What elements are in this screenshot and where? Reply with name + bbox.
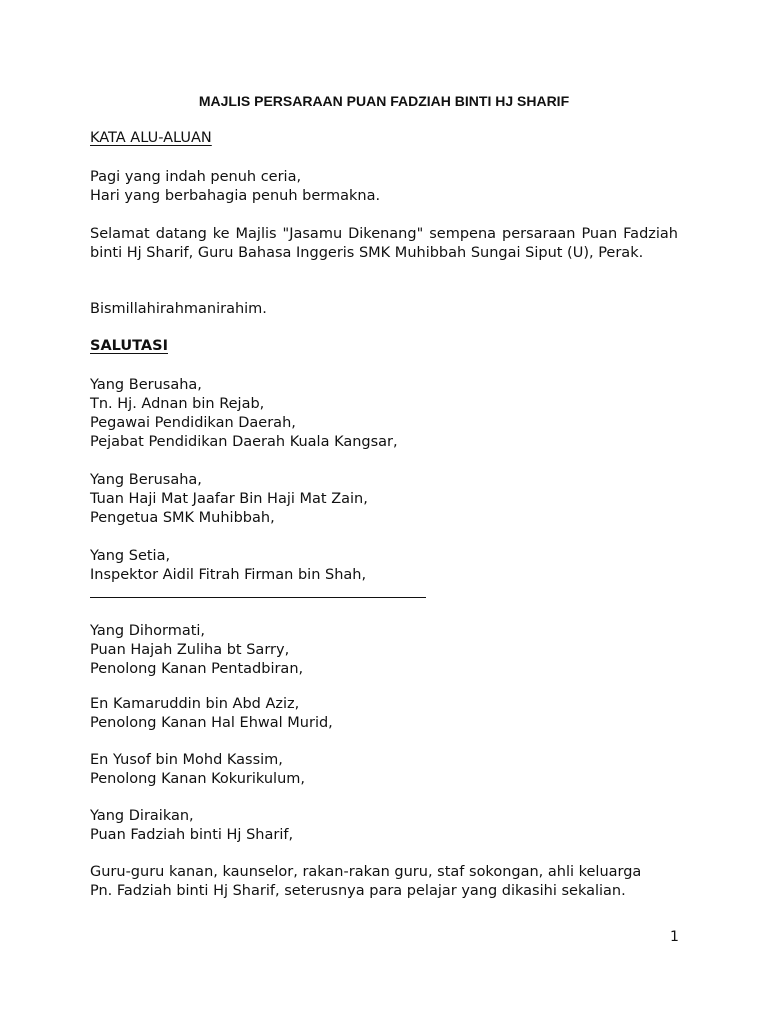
salutation-group <box>90 376 678 452</box>
closing-line: Pn. Fadziah binti Hj Sharif, seterusnya para pelajar yang dikasihi sekalian. <box>90 883 626 899</box>
salutation-line: Yang Berusaha, <box>90 472 202 488</box>
salutation-line: En Yusof bin Mohd Kassim, <box>90 752 283 768</box>
salutation-line: Inspektor Aidil Fitrah Firman bin Shah, <box>90 567 367 583</box>
salutation-line: Yang Diraikan, <box>90 808 194 824</box>
bismillah-line: Bismillahirahmanirahim. <box>90 301 267 317</box>
salutation-line: Pejabat Pendidikan Daerah Kuala Kangsar, <box>90 434 398 450</box>
greeting-line: Hari yang berbahagia penuh bermakna. <box>90 188 381 204</box>
page-number: 1 <box>670 929 679 945</box>
salutation-line: Yang Berusaha, <box>90 377 202 393</box>
salutation-line: Pegawai Pendidikan Daerah, <box>90 415 296 431</box>
section-heading-salutasi: SALUTASI <box>90 338 168 354</box>
salutation-line: Pengetua SMK Muhibbah, <box>90 510 275 526</box>
salutation-group <box>90 622 678 679</box>
welcome-paragraph: Selamat datang ke Majlis "Jasamu Dikenang" sempena persaraan Puan Fadziah binti Hj Sharif, Guru Bahasa Inggeris SMK Muhibbah Sungai Siput (U), Perak. <box>90 226 678 261</box>
salutation-line: Tuan Haji Mat Jaafar Bin Haji Mat Zain, <box>90 491 368 507</box>
salutation-line: Penolong Kanan Kokurikulum, <box>90 771 306 787</box>
salutation-group <box>90 471 678 528</box>
salutation-line: Tn. Hj. Adnan bin Rejab, <box>90 396 265 412</box>
salutation-group <box>90 751 678 789</box>
greeting-verse <box>90 168 678 206</box>
greeting-line: Pagi yang indah penuh ceria, <box>90 169 302 185</box>
section-heading-kata-alu-aluan: KATA ALU-ALUAN <box>90 130 212 146</box>
salutation-line: Puan Fadziah binti Hj Sharif, <box>90 827 294 843</box>
salutation-group <box>90 547 678 585</box>
document-title: MAJLIS PERSARAAN PUAN FADZIAH BINTI HJ SHARIF <box>198 93 570 109</box>
salutation-line: Yang Setia, <box>90 548 171 564</box>
salutation-group <box>90 807 678 845</box>
salutation-line: Yang Dihormati, <box>90 623 206 639</box>
salutation-line: Penolong Kanan Hal Ehwal Murid, <box>90 715 333 731</box>
salutation-line: Puan Hajah Zuliha bt Sarry, <box>90 642 290 658</box>
divider-line <box>90 597 426 598</box>
salutation-group <box>90 695 678 733</box>
closing-line: Guru-guru kanan, kaunselor, rakan-rakan guru, staf sokongan, ahli keluarga <box>90 864 642 880</box>
salutation-line: En Kamaruddin bin Abd Aziz, <box>90 696 300 712</box>
closing-salutation <box>90 863 678 901</box>
salutation-line: Penolong Kanan Pentadbiran, <box>90 661 304 677</box>
